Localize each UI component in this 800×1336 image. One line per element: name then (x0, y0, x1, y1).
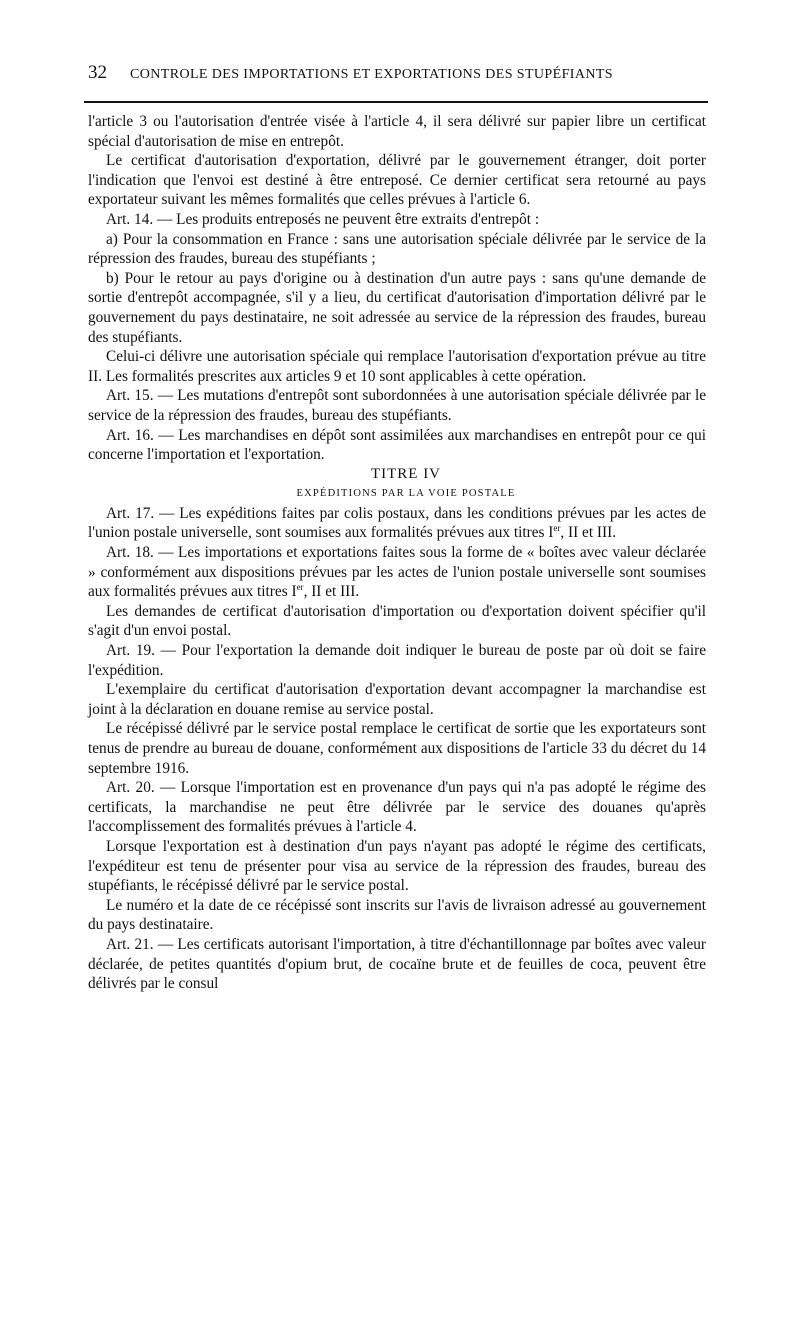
paragraph: Art. 15. — Les mutations d'entrepôt sont subordonnées à une autorisation spéciale délivrée par le service de la répression des fraudes, bureau des stupéfiants. (88, 387, 706, 424)
paragraph: Art. 20. — Lorsque l'importation est en provenance d'un pays qui n'a pas adopté le régime des certificats, la marchandise ne peut être délivrée par le service des douanes qu'après l'accomplissement des formalités prévues à l'article 4. (88, 779, 706, 836)
article-18-text-end: , II et III. (303, 583, 360, 601)
article-18-paragraph (88, 543, 706, 602)
page-number: 32 (88, 62, 107, 83)
paragraph: Art. 16. — Les marchandises en dépôt sont assimilées aux marchandises en entrepôt pour ce qui concerne l'importation et l'exportation. (88, 426, 706, 464)
paragraph: L'exemplaire du certificat d'autorisation d'exportation devant accompagner la marchandise est joint à la déclaration en douane remise au service postal. (88, 681, 706, 718)
paragraph: Les demandes de certificat d'autorisation d'importation ou d'exportation doivent spécifier qu'il s'agit d'un envoi postal. (88, 602, 706, 640)
section-subtitle: EXPÉDITIONS PAR LA VOIE POSTALE (296, 488, 516, 500)
page-body (88, 112, 706, 994)
article-17-text: Art. 17. — Les expéditions faites par colis postaux, dans les conditions prévues par les actes de l'union postale universelle, sont soumises aux formalités prévues aux titres I (88, 504, 706, 542)
header-rule (84, 101, 708, 103)
paragraph: l'article 3 ou l'autorisation d'entrée visée à l'article 4, il sera délivré sur papier libre un certificat spécial d'autorisation de mise en entrepôt. (88, 113, 706, 150)
article-18-superscript: er (296, 582, 304, 593)
paragraph: Art. 21. — Les certificats autorisant l'importation, à titre d'échantillonnage par boîtes avec valeur déclarée, de petites quantités d'opium brut, de cocaïne brute et de feuilles de coca, peuvent être délivrés par le consul (88, 935, 706, 993)
paragraph: Le récépissé délivré par le service postal remplace le certificat de sortie que les exportateurs sont tenus de prendre au bureau de douane, conformément aux dispositions de l'article 33 du décret du 14 septembre 1916. (88, 720, 706, 777)
paragraph: Art. 14. — Les produits entreposés ne peuvent être extraits d'entrepôt : (106, 210, 540, 228)
article-17-superscript: er (553, 523, 561, 534)
paragraph: b) Pour le retour au pays d'origine ou à destination d'un autre pays : sans qu'une demande de sortie d'entrepôt accompagnée, s'il y a lieu, du certificat d'autorisation d'importation délivré par le gouvernement du pays destinataire, ne soit adressée au service de la répression des fraudes, bureau des stupéfiants. (88, 269, 706, 346)
paragraph: a) Pour la consommation en France : sans une autorisation spéciale délivrée par le service de la répression des fraudes, bureau des stupéfiants ; (88, 230, 706, 268)
page-header (88, 62, 708, 84)
paragraph: Celui-ci délivre une autorisation spéciale qui remplace l'autorisation d'exportation prévue au titre II. Les formalités prescrites aux articles 9 et 10 sont applicables à cette opération. (88, 348, 706, 385)
paragraph: Lorsque l'exportation est à destination d'un pays n'ayant pas adopté le régime des certificats, l'expéditeur est tenu de présenter pour visa au service de la répression des fraudes, bureau des stupéfiants, le récépissé délivré par le service postal. (88, 837, 706, 895)
article-17-text-end: , II et III. (560, 524, 617, 542)
paragraphs-after-section (88, 602, 706, 994)
article-18-text: Art. 18. — Les importations et exportations faites sous la forme de « boîtes avec valeur déclarée » conformément aux dispositions prévues par les actes de l'union postale universelle sont soumises aux formalités prévues aux titres I (88, 544, 706, 601)
paragraphs-before-section (88, 112, 706, 465)
paragraph: Art. 19. — Pour l'exportation la demande doit indiquer le bureau de poste par où doit se faire l'expédition. (88, 642, 706, 679)
running-title: CONTROLE DES IMPORTATIONS ET EXPORTATIONS DES STUPÉFIANTS (130, 67, 613, 82)
section-title: TITRE IV (370, 465, 442, 482)
paragraph: Le numéro et la date de ce récépissé sont inscrits sur l'avis de livraison adressé au gouvernement du pays destinataire. (88, 896, 706, 934)
paragraph: Le certificat d'autorisation d'exportation, délivré par le gouvernement étranger, doit porter l'indication que l'envoi est destiné à être entreposé. Ce dernier certificat sera retourné au pays exportateur suivant les mêmes formalités que celles prévues à l'article 6. (88, 152, 706, 209)
article-17-paragraph (88, 504, 706, 543)
